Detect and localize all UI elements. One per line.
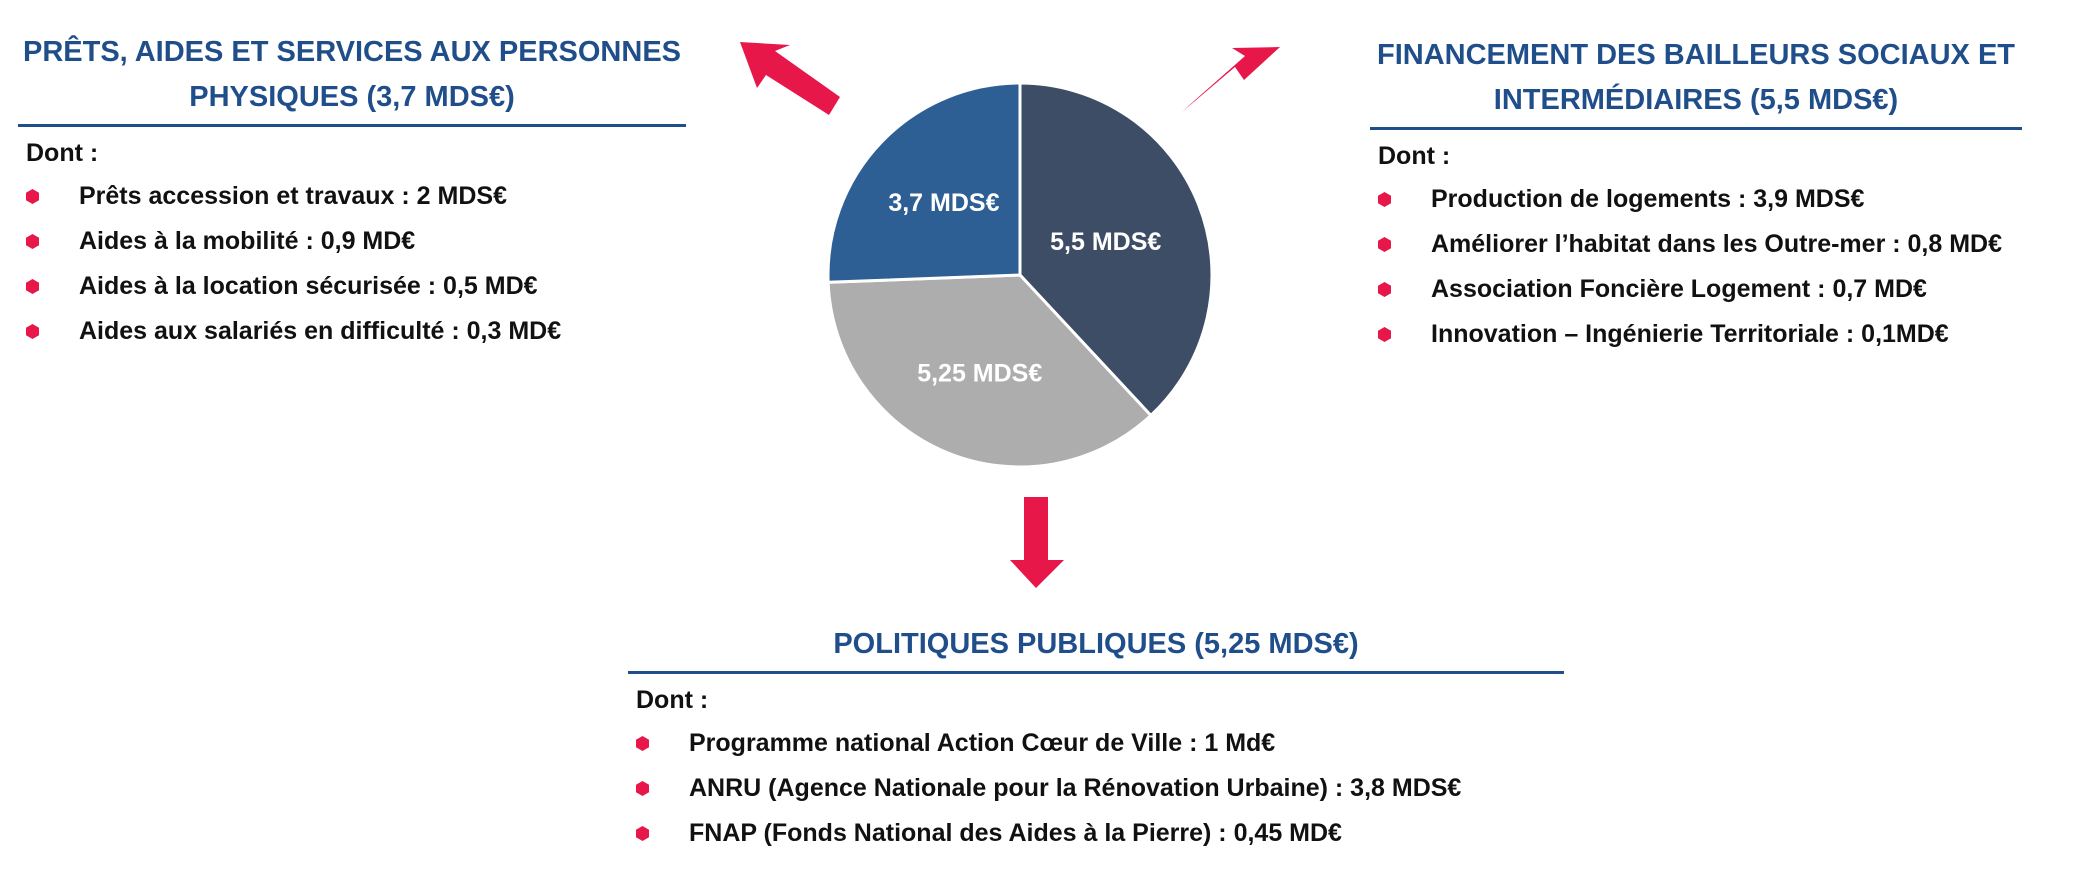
list-item <box>18 219 686 264</box>
list-item <box>1370 267 2022 312</box>
section-title <box>1370 33 2022 130</box>
dont-label: Dont : <box>1378 142 1451 170</box>
bullet-icon <box>1378 282 1391 297</box>
pie-slices <box>828 83 1212 467</box>
pie-slice-label: 3,7 MDS€ <box>888 188 1000 217</box>
section-title-line2: INTERMÉDIAIRES (5,5 MDS€) <box>1493 84 1899 116</box>
list-item <box>1370 177 2022 222</box>
pie-slice <box>828 83 1020 282</box>
list-item <box>18 309 686 354</box>
pie-slice-label: 5,5 MDS€ <box>1050 228 1162 257</box>
arrow-up-right-icon <box>1182 47 1280 112</box>
section-title: POLITIQUES PUBLIQUES (5,25 MDS€) <box>628 622 1564 674</box>
section-title <box>18 30 686 127</box>
dont-label: Dont : <box>636 686 709 714</box>
list-item <box>628 721 1564 766</box>
list-item <box>628 766 1564 811</box>
item-list <box>1370 177 2022 357</box>
list-item-text: Aides aux salariés en difficulté : 0,3 MD€ <box>79 317 562 345</box>
bullet-icon <box>636 781 649 796</box>
list-item-text: Améliorer l’habitat dans les Outre-mer : 0,8 MD€ <box>1431 230 2002 258</box>
list-item-text: Innovation – Ingénierie Territoriale : 0,1MD€ <box>1431 320 1949 348</box>
list-item-text: Programme national Action Cœur de Ville : 1 Md€ <box>689 729 1276 757</box>
list-item-text: FNAP (Fonds National des Aides à la Pierre) : 0,45 MD€ <box>689 819 1342 847</box>
bullet-icon <box>26 189 39 204</box>
list-item <box>1370 312 2022 357</box>
list-item <box>1370 222 2022 267</box>
bullet-icon <box>26 234 39 249</box>
list-item-text: Association Foncière Logement : 0,7 MD€ <box>1431 275 1927 303</box>
section-title-line1: PRÊTS, AIDES ET SERVICES AUX PERSONNES <box>22 36 682 68</box>
bullet-icon <box>26 324 39 339</box>
bullet-icon <box>1378 192 1391 207</box>
list-item-text: Aides à la location sécurisée : 0,5 MD€ <box>79 272 538 300</box>
arrow-up-left-icon <box>740 42 840 115</box>
bullet-icon <box>1378 237 1391 252</box>
bullet-icon <box>636 826 649 841</box>
section-title-line2: PHYSIQUES (3,7 MDS€) <box>189 81 515 113</box>
pie-slice-label: 5,25 MDS€ <box>917 359 1043 388</box>
arrow-down-icon <box>1010 497 1064 588</box>
dont-label: Dont : <box>26 139 99 167</box>
section-politiques-publiques <box>628 622 1564 856</box>
section-title-line1: FINANCEMENT DES BAILLEURS SOCIAUX ET <box>1376 39 2016 71</box>
item-list <box>18 174 686 354</box>
bullet-icon <box>26 279 39 294</box>
list-item-text: ANRU (Agence Nationale pour la Rénovation Urbaine) : 3,8 MDS€ <box>689 774 1462 802</box>
list-item-text: Prêts accession et travaux : 2 MDS€ <box>79 182 507 210</box>
list-item-text: Production de logements : 3,9 MDS€ <box>1431 185 1865 213</box>
section-personnes-physiques <box>18 30 686 354</box>
list-item-text: Aides à la mobilité : 0,9 MD€ <box>79 227 416 255</box>
section-bailleurs-sociaux <box>1370 33 2022 357</box>
item-list <box>628 721 1564 856</box>
list-item <box>18 174 686 219</box>
list-item <box>628 811 1564 856</box>
bullet-icon <box>1378 327 1391 342</box>
bullet-icon <box>636 736 649 751</box>
list-item <box>18 264 686 309</box>
